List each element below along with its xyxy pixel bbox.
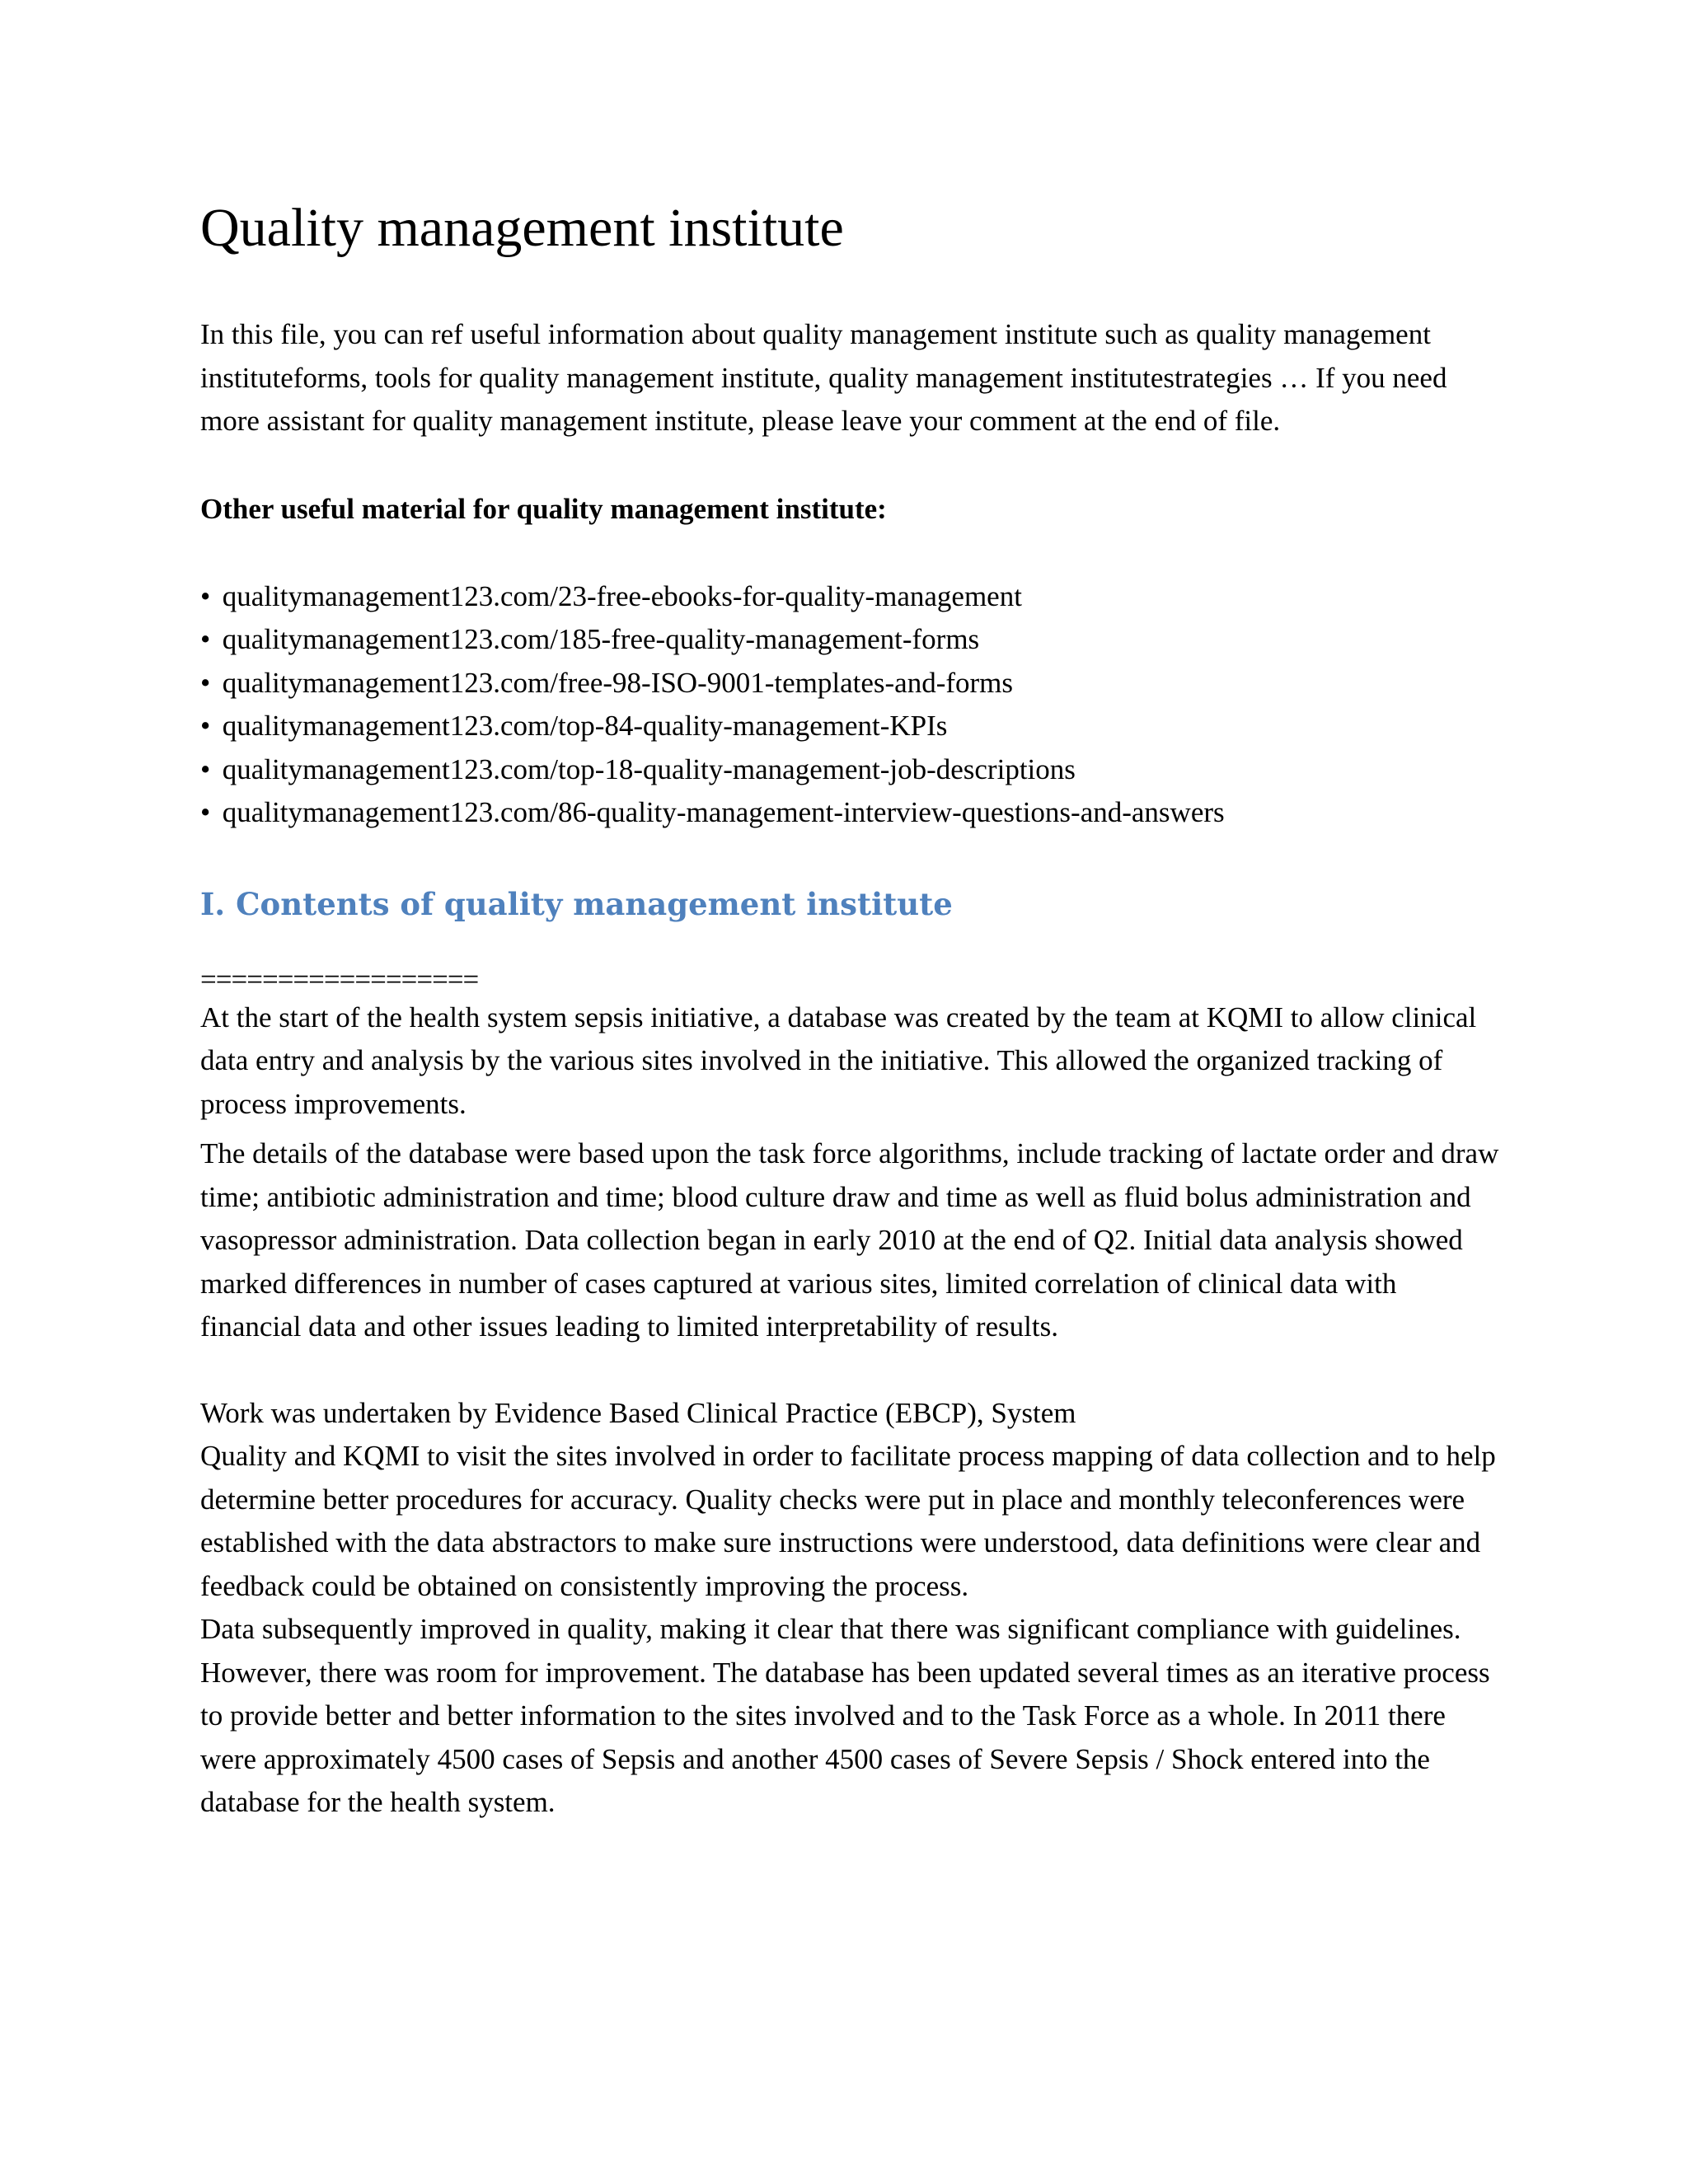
link-text[interactable]: qualitymanagement123.com/185-free-quality-management-forms <box>222 623 980 655</box>
list-item <box>200 575 1503 619</box>
paragraph-quality-kqmi: Quality and KQMI to visit the sites involved in order to facilitate process mapping of data collection and to help determine better procedures for accuracy. Quality checks were put in place and monthly teleconferences were established with the data abstractors to make sure instructions were understood, data definitions were clear and feedback could be obtained on consistently improving the process. <box>200 1440 1496 1602</box>
list-item <box>200 748 1503 792</box>
list-item <box>200 618 1503 662</box>
list-item <box>200 791 1503 835</box>
page-content <box>200 191 1503 1825</box>
bullet-icon: • <box>200 796 211 828</box>
link-text[interactable]: qualitymanagement123.com/86-quality-management-interview-questions-and-answers <box>222 796 1225 828</box>
paragraph-work-undertaken: Work was undertaken by Evidence Based Clinical Practice (EBCP), System <box>200 1396 1076 1429</box>
bullet-icon: • <box>200 623 211 655</box>
section-heading: I. Contents of quality management institute <box>200 885 953 922</box>
link-text[interactable]: qualitymanagement123.com/top-84-quality-management-KPIs <box>222 710 948 742</box>
paragraph-data-improved: Data subsequently improved in quality, making it clear that there was significant compliance with guidelines. However, there was room for improvement. The database has been updated several times as an iterative process to provide better and better information to the sites involved and to the Task Force as a whole. In 2011 there were approximately 4500 cases of Sepsis and another 4500 cases of Severe Sepsis / Shock entered into the database for the health system. <box>200 1613 1490 1818</box>
link-text[interactable]: qualitymanagement123.com/top-18-quality-management-job-descriptions <box>222 752 1076 785</box>
bullet-icon: • <box>200 666 211 699</box>
link-text[interactable]: qualitymanagement123.com/23-free-ebooks-for-quality-management <box>222 579 1022 612</box>
intro-paragraph: In this file, you can ref useful information about quality management institute such as quality management instituteforms, tools for quality management institute, quality management institutestrategies … If you need more assistant for quality management institute, please leave your comment at the end of file. <box>200 318 1447 437</box>
list-item <box>200 662 1503 705</box>
bullet-icon: • <box>200 710 211 742</box>
bullet-icon: • <box>200 752 211 785</box>
link-text[interactable]: qualitymanagement123.com/free-98-ISO-9001-templates-and-forms <box>222 666 1014 699</box>
document-title: Quality management institute <box>200 198 844 258</box>
bullet-icon: • <box>200 579 211 612</box>
list-item <box>200 705 1503 748</box>
paragraph-database-creation: At the start of the health system sepsis initiative, a database was created by the team at KQMI to allow clinical data entry and analysis by the various sites involved in the initiative. This allowed the organized tracking of process improvements. <box>200 1001 1477 1120</box>
other-material-heading: Other useful material for quality management institute: <box>200 492 887 525</box>
divider-line: ================== <box>200 963 479 996</box>
paragraph-database-details: The details of the database were based upon the task force algorithms, include tracking of lactate order and draw time; antibiotic administration and time; blood culture draw and time as well as fluid bolus administration and vasopressor administration. Data collection began in early 2010 at the end of Q2. Initial data analysis showed marked differences in number of cases captured at various sites, limited correlation of clinical data with financial data and other issues leading to limited interpretability of results. <box>200 1137 1499 1343</box>
useful-links-list <box>200 575 1503 835</box>
